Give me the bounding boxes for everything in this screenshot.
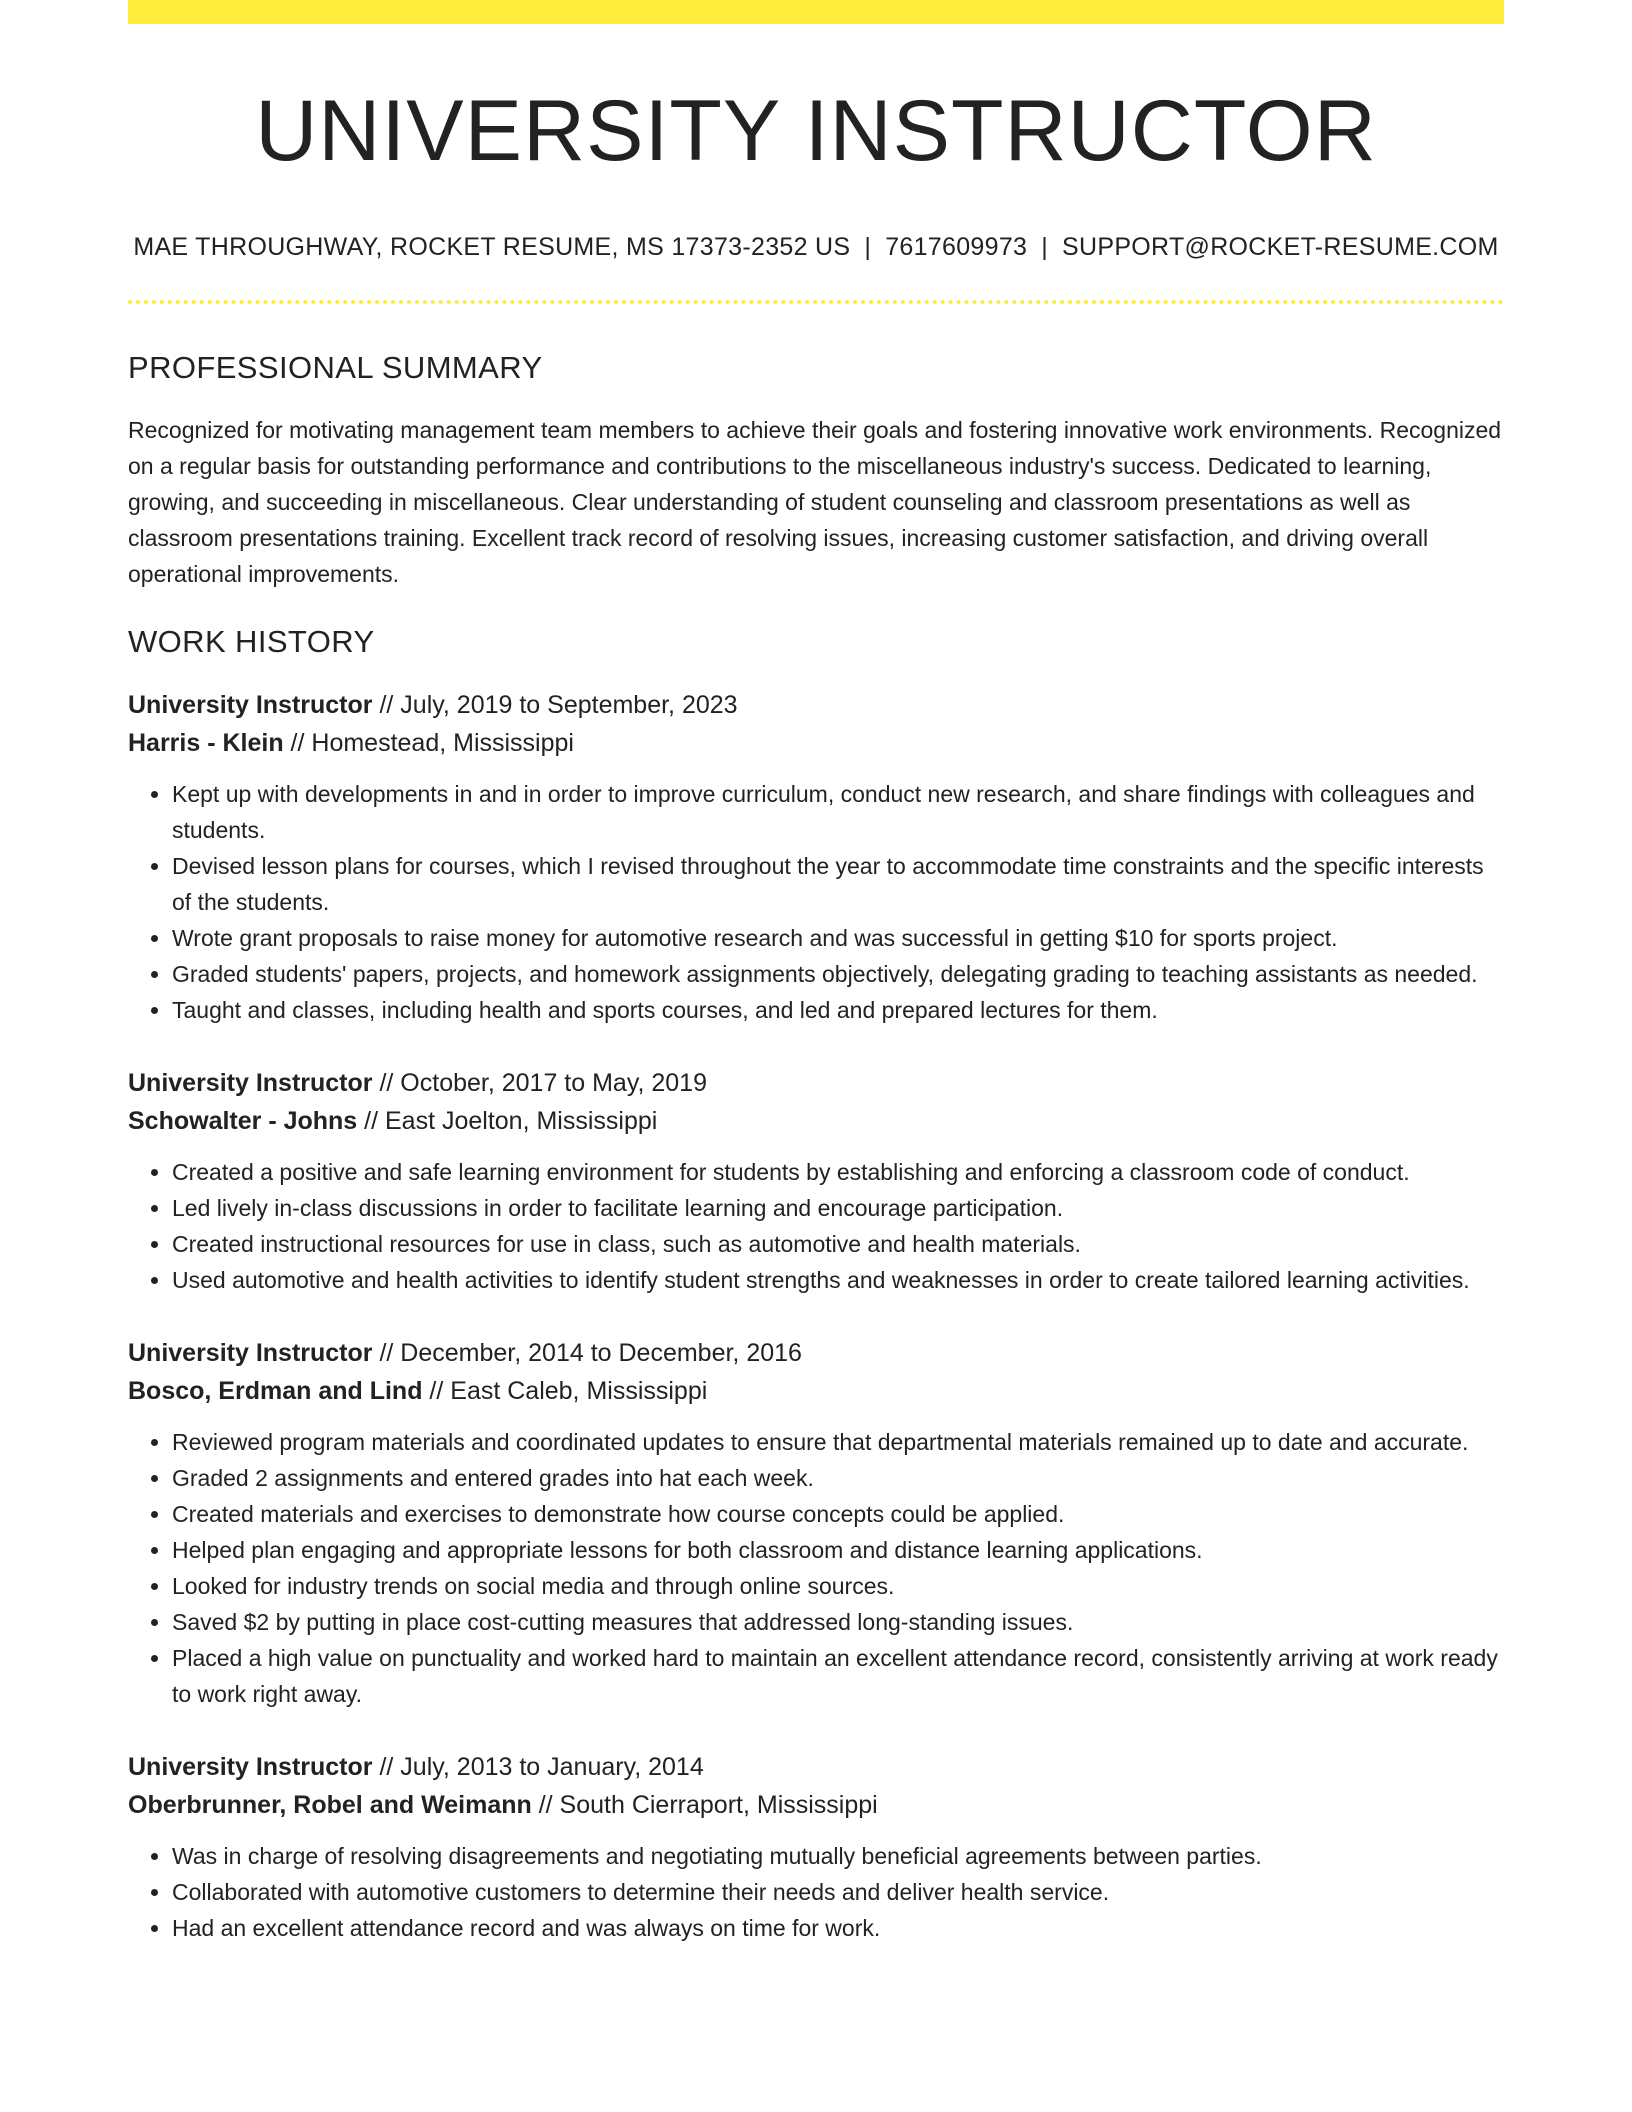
job-location: // Homestead, Mississippi: [283, 728, 574, 757]
job-role: University Instructor: [128, 1068, 373, 1097]
job-duties: [128, 776, 1504, 1028]
job-entry: [128, 1334, 1504, 1712]
page-title: UNIVERSITY INSTRUCTOR: [255, 83, 1377, 179]
list-item: • Kept up with developments in and in order to improve curriculum, conduct new research, and share findings with colleagues and students.: [172, 776, 1504, 848]
list-item: • Looked for industry trends on social media and through online sources.: [172, 1568, 1504, 1604]
contact-separator: |: [864, 232, 872, 261]
header-divider: [128, 300, 1504, 304]
job-title-line: [128, 1064, 1504, 1102]
list-item: • Taught and classes, including health and sports courses, and led and prepared lectures for them.: [172, 992, 1504, 1028]
contact-phone: 7617609973: [885, 232, 1028, 261]
job-duties: [128, 1424, 1504, 1712]
list-item: • Had an excellent attendance record and was always on time for work.: [172, 1910, 1504, 1946]
job-entry: [128, 1748, 1504, 1946]
list-item: • Graded 2 assignments and entered grades into hat each week.: [172, 1460, 1504, 1496]
job-company-line: [128, 1786, 1504, 1824]
job-role: University Instructor: [128, 1752, 373, 1781]
job-company: Oberbrunner, Robel and Weimann: [128, 1790, 532, 1819]
job-company: Schowalter - Johns: [128, 1106, 358, 1135]
list-item: • Created a positive and safe learning environment for students by establishing and enforcing a classroom code of conduct.: [172, 1154, 1504, 1190]
list-item: • Graded students' papers, projects, and homework assignments objectively, delegating grading to teaching assistants as needed.: [172, 956, 1504, 992]
job-duties: [128, 1154, 1504, 1298]
job-company-line: [128, 1372, 1504, 1410]
job-location: // South Cierraport, Mississippi: [531, 1790, 878, 1819]
job-company: Harris - Klein: [128, 728, 284, 757]
list-item: • Created materials and exercises to demonstrate how course concepts could be applied.: [172, 1496, 1504, 1532]
job-dates: // December, 2014 to December, 2016: [372, 1338, 802, 1367]
contact-separator: |: [1041, 232, 1049, 261]
contact-line: [128, 233, 1504, 262]
list-item: • Collaborated with automotive customers to determine their needs and deliver health service.: [172, 1874, 1504, 1910]
list-item: • Wrote grant proposals to raise money for automotive research and was successful in getting $10 for sports project.: [172, 920, 1504, 956]
list-item: • Created instructional resources for use in class, such as automotive and health materials.: [172, 1226, 1504, 1262]
list-item: • Led lively in-class discussions in order to facilitate learning and encourage participation.: [172, 1190, 1504, 1226]
job-role: University Instructor: [128, 1338, 373, 1367]
work-history-heading: WORK HISTORY: [128, 623, 375, 659]
job-duties: [128, 1838, 1504, 1946]
job-dates: // October, 2017 to May, 2019: [372, 1068, 707, 1097]
job-role: University Instructor: [128, 690, 373, 719]
resume-page: [128, 0, 1504, 1946]
contact-email: SUPPORT@ROCKET-RESUME.COM: [1062, 232, 1499, 261]
list-item: • Reviewed program materials and coordinated updates to ensure that departmental materials remained up to date and accurate.: [172, 1424, 1504, 1460]
job-company: Bosco, Erdman and Lind: [128, 1376, 423, 1405]
accent-bar: [128, 0, 1504, 24]
job-dates: // July, 2013 to January, 2014: [372, 1752, 704, 1781]
job-title-line: [128, 686, 1504, 724]
list-item: • Helped plan engaging and appropriate lessons for both classroom and distance learning applications.: [172, 1532, 1504, 1568]
job-company-line: [128, 1102, 1504, 1140]
summary-heading: PROFESSIONAL SUMMARY: [128, 349, 543, 385]
job-company-line: [128, 724, 1504, 762]
list-item: • Devised lesson plans for courses, which I revised throughout the year to accommodate time constraints and the specific interests of the students.: [172, 848, 1504, 920]
job-location: // East Joelton, Mississippi: [357, 1106, 658, 1135]
summary-text: Recognized for motivating management team members to achieve their goals and fostering innovative work environments. Recognized on a regular basis for outstanding performance and contributions to the miscellaneous industry's success. Dedicated to learning, growing, and succeeding in miscellaneous. Clear understanding of student counseling and classroom presentations as well as classroom presentations training. Excellent track record of resolving issues, increasing customer satisfaction, and driving overall operational improvements.: [128, 416, 1502, 587]
job-entry: [128, 1064, 1504, 1298]
job-location: // East Caleb, Mississippi: [422, 1376, 708, 1405]
job-entry: [128, 686, 1504, 1028]
job-title-line: [128, 1748, 1504, 1786]
job-title-line: [128, 1334, 1504, 1372]
list-item: • Was in charge of resolving disagreements and negotiating mutually beneficial agreements between parties.: [172, 1838, 1504, 1874]
list-item: • Used automotive and health activities to identify student strengths and weaknesses in order to create tailored learning activities.: [172, 1262, 1504, 1298]
list-item: • Saved $2 by putting in place cost-cutting measures that addressed long-standing issues.: [172, 1604, 1504, 1640]
contact-address: MAE THROUGHWAY, ROCKET RESUME, MS 17373-2352 US: [133, 232, 851, 261]
job-dates: // July, 2019 to September, 2023: [372, 690, 738, 719]
list-item: • Placed a high value on punctuality and worked hard to maintain an excellent attendance record, consistently arriving at work ready to work right away.: [172, 1640, 1504, 1712]
